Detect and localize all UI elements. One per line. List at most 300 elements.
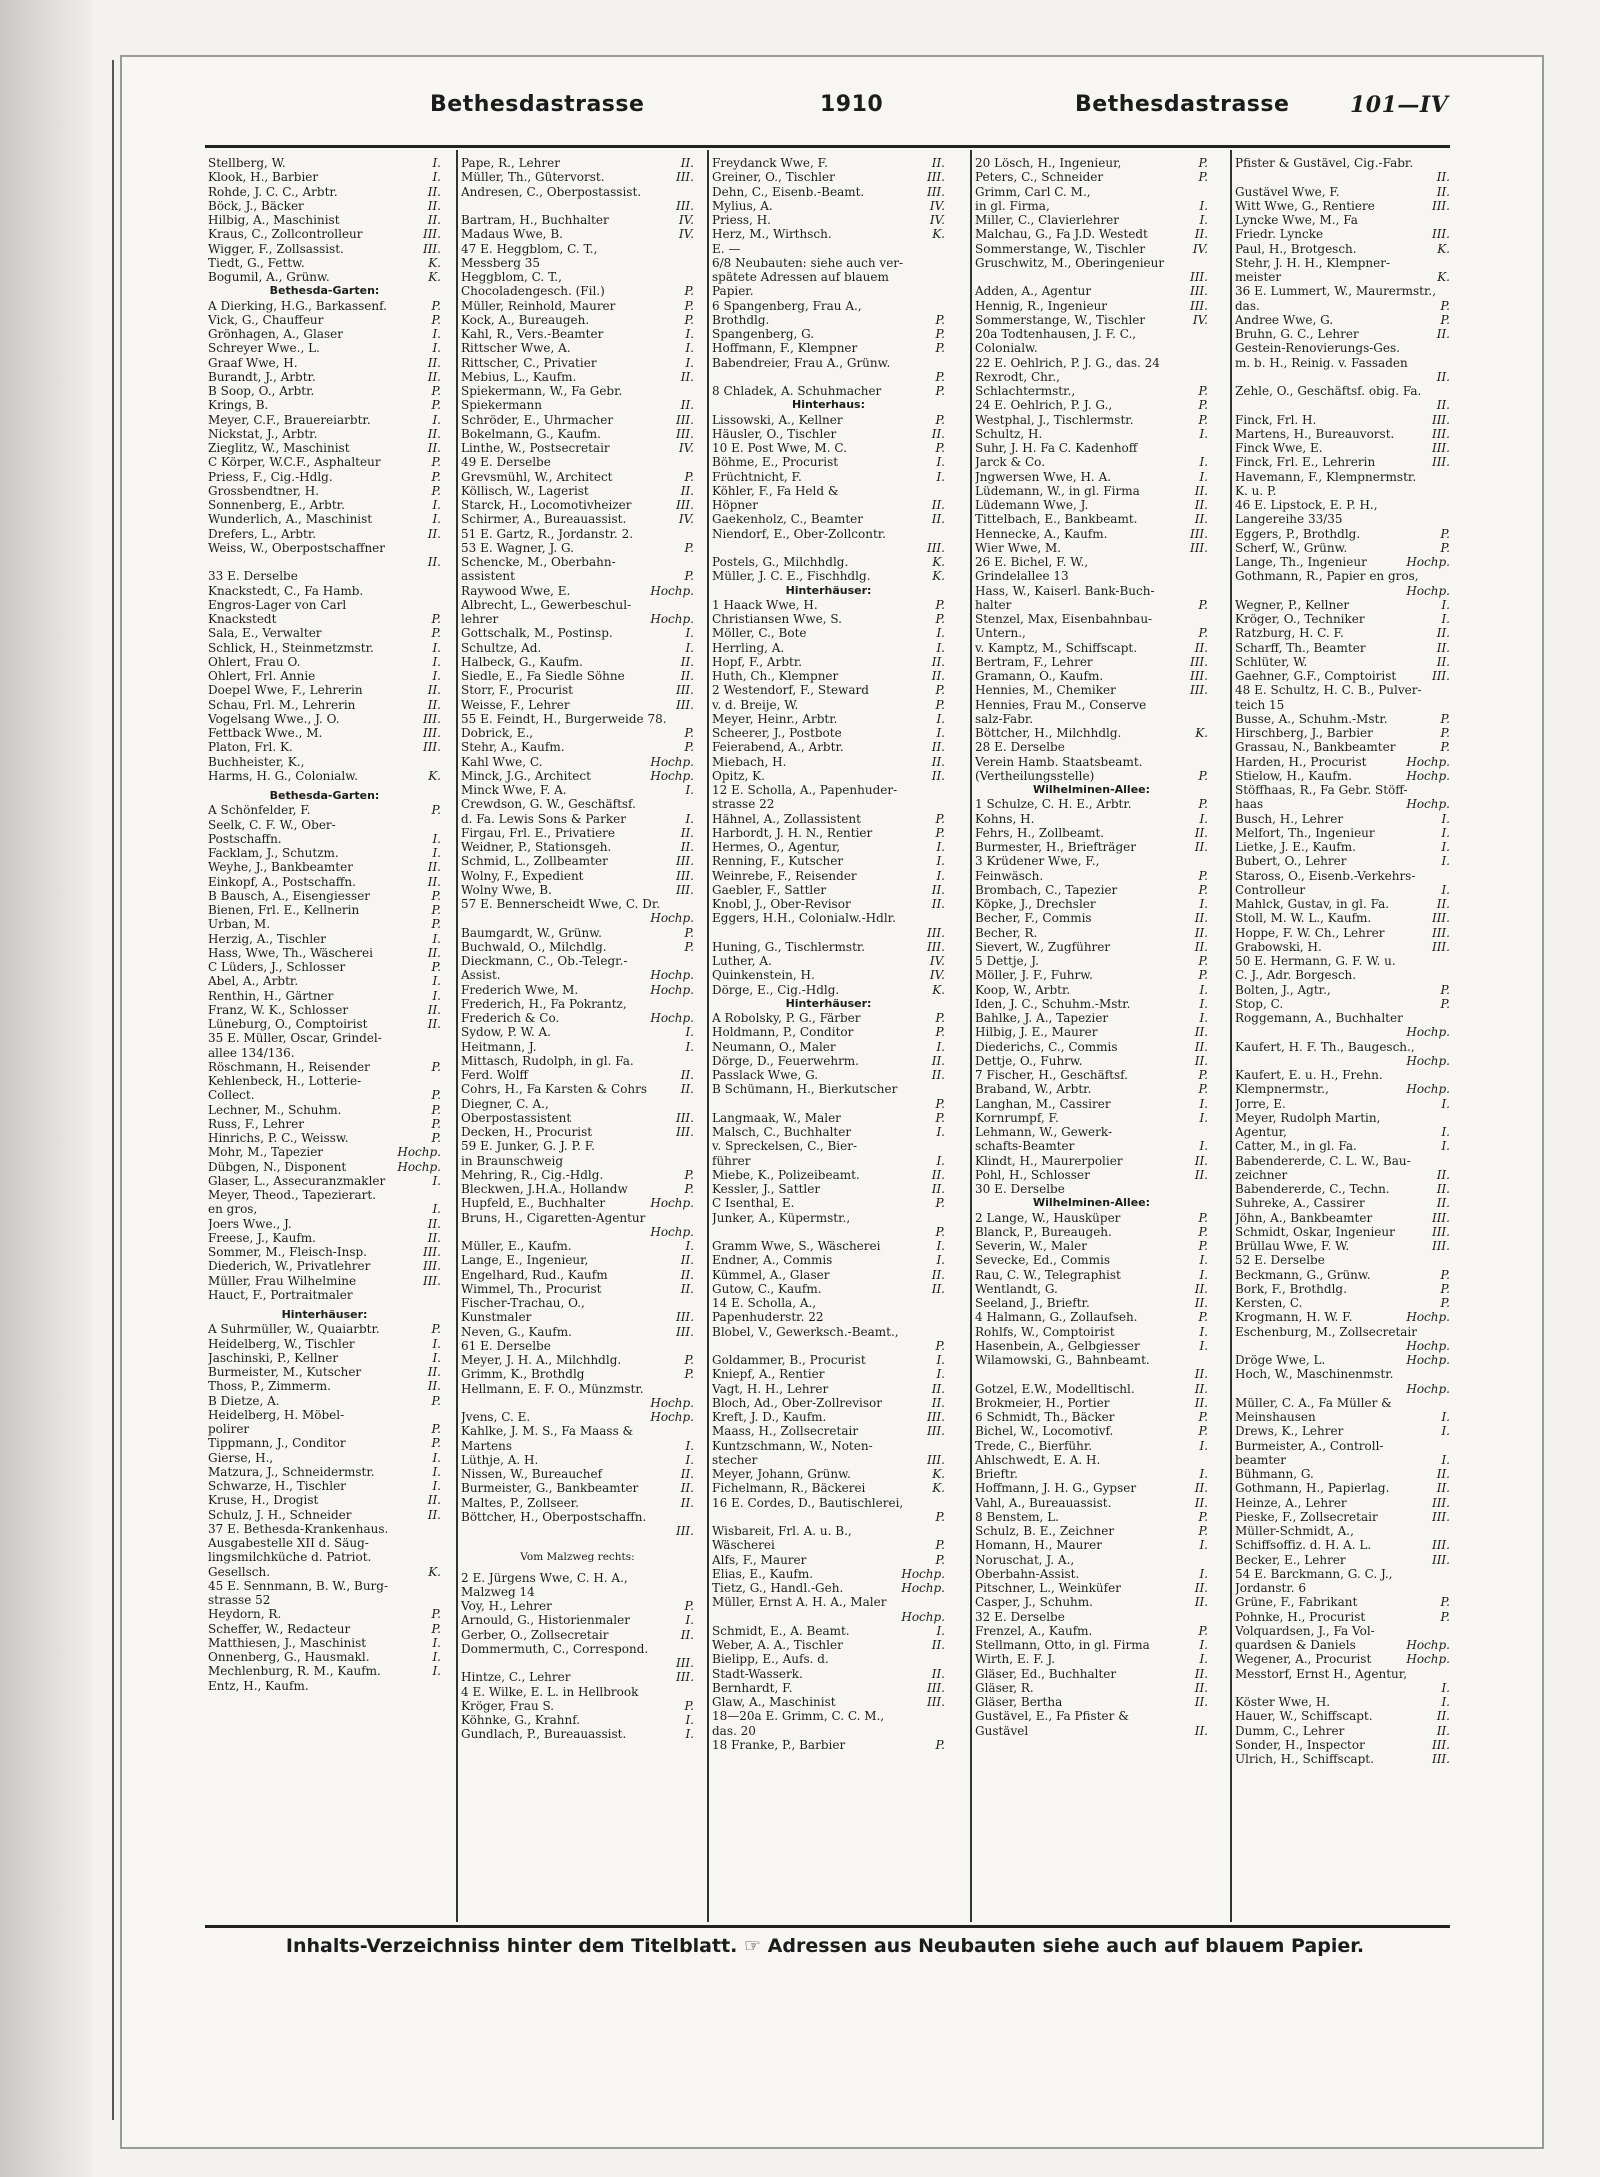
entry-name: Ausgabestelle XII d. Säug- [208, 1536, 369, 1550]
entry-floor [438, 1188, 441, 1202]
directory-entry [208, 1351, 441, 1365]
entry-floor [691, 1296, 694, 1310]
directory-entry [208, 1188, 441, 1202]
section-heading: Bethesda-Garten: [269, 284, 380, 298]
entry-name: 16 E. Cordes, D., Bautischlerei, [712, 1495, 904, 1510]
entry-name: Schwarze, H., Tischler [208, 1479, 346, 1493]
entry-name: Frenzel, A., Kaufm. [975, 1623, 1093, 1638]
entry-floor: P. [431, 298, 441, 313]
entry-floor: II. [931, 654, 945, 669]
directory-entry [1235, 954, 1450, 968]
entry-name: Köhler, F., Fa Held & [712, 483, 839, 498]
entry-floor: I. [936, 626, 945, 641]
entry-name: Eggers, P., Brothdlg. [1235, 526, 1361, 541]
entry-floor: P. [935, 312, 945, 327]
entry-name: Christiansen Wwe, S. [712, 612, 842, 626]
entry-name: Renthin, H., Gärtner [208, 988, 334, 1003]
directory-entry [208, 1650, 441, 1664]
directory-entry [712, 1467, 945, 1481]
entry-floor: I. [936, 840, 945, 854]
entry-name: Knackstedt, C., Fa Hamb. [208, 583, 364, 598]
entry-name: Freese, J., Kaufm. [208, 1230, 316, 1245]
directory-entry [208, 541, 441, 555]
directory-entry [712, 1638, 945, 1652]
entry-floor: III. [1431, 1210, 1450, 1225]
entry-floor: I. [936, 1239, 945, 1253]
entry-floor: I. [432, 1479, 441, 1493]
entry-floor: I. [1199, 1638, 1208, 1652]
entry-name: Bokelmann, G., Kaufm. [461, 426, 601, 441]
entry-floor: I. [1199, 1467, 1208, 1481]
entry-floor: I. [1199, 469, 1208, 484]
entry-name: Oberpostassistent [461, 1110, 572, 1125]
entry-floor: P. [684, 939, 694, 954]
entry-name: Hinrichs, P. C., Weissw. [208, 1131, 349, 1145]
entry-floor: II. [427, 683, 441, 698]
directory-entry [975, 1025, 1208, 1039]
entry-name: Brothdlg. [712, 312, 770, 327]
entry-floor: II. [1194, 1039, 1208, 1054]
directory-entry [712, 270, 945, 284]
entry-floor: II. [1436, 654, 1450, 669]
directory-entry [208, 612, 441, 626]
entry-name: Grassau, N., Bankbeamter [1235, 740, 1396, 755]
entry-name: Kröger, Frau S. [461, 1698, 555, 1713]
entry-name: Pohl, H., Schlosser [975, 1167, 1090, 1182]
entry-floor: II. [1194, 1680, 1208, 1695]
directory-entry [1235, 1638, 1450, 1652]
entry-name: Mebius, L., Kaufm. [461, 369, 577, 384]
entry-floor [1205, 356, 1208, 370]
entry-floor: III. [926, 184, 945, 199]
entry-name: Heinze, A., Lehrer [1235, 1495, 1347, 1510]
directory-entry [461, 584, 694, 598]
entry-floor: II. [1194, 640, 1208, 655]
entry-floor: Hochp. [650, 768, 694, 783]
entry-floor [438, 1593, 441, 1607]
scan-left-margin [0, 0, 92, 2177]
directory-entry [1235, 1567, 1450, 1581]
entry-floor [1447, 284, 1450, 298]
directory-entry [975, 242, 1208, 256]
entry-name: Hasenbein, A., Gelbgiesser [975, 1338, 1140, 1353]
entry-floor [1205, 612, 1208, 626]
directory-entry [712, 1695, 945, 1709]
directory-entry [461, 1125, 694, 1139]
directory-entry [1235, 1382, 1450, 1396]
directory-entry [712, 242, 945, 256]
entry-name: 32 E. Derselbe [975, 1609, 1065, 1624]
entry-name: Havemann, F., Klempnermstr. [1235, 469, 1417, 484]
entry-floor: P. [684, 740, 694, 755]
entry-name: Pieske, F., Zollsecretair [1235, 1509, 1378, 1524]
directory-entry [712, 1082, 945, 1096]
directory-entry [975, 569, 1208, 583]
entry-name: Gläser, Ed., Buchhalter [975, 1666, 1117, 1681]
entry-floor: II. [1194, 1367, 1208, 1382]
directory-entry [712, 156, 945, 170]
directory-entry [208, 1408, 441, 1422]
entry-floor: P. [431, 1621, 441, 1636]
entry-floor [1447, 213, 1450, 227]
entry-name: Bernhardt, F. [712, 1680, 793, 1695]
directory-entry [712, 1396, 945, 1410]
directory-entry [208, 1436, 441, 1450]
directory-entry [1235, 1652, 1450, 1666]
entry-floor: I. [685, 626, 694, 641]
entry-name: Linthe, W., Postsecretair [461, 441, 610, 455]
entry-floor [438, 1408, 441, 1422]
entry-name: 57 E. Bennerscheidt Wwe, C. Dr. [461, 897, 661, 911]
directory-entry [975, 1724, 1208, 1738]
entry-name: in Braunschweig [461, 1153, 564, 1168]
entry-name: v. Kamptz, M., Schiffscapt. [975, 640, 1138, 655]
entry-name: 4 E. Wilke, E. L. in Hellbrook [461, 1684, 639, 1699]
directory-entry [1235, 1439, 1450, 1453]
entry-name: Dommermuth, C., Correspond. [461, 1641, 649, 1656]
entry-name: Gläser, R. [975, 1680, 1034, 1695]
entry-name: Controlleur [1235, 882, 1306, 897]
directory-entry [975, 940, 1208, 954]
entry-name: beamter [1235, 1452, 1286, 1467]
entry-name: Eggers, H.H., Colonialw.-Hdlr. [712, 911, 896, 926]
directory-entry [1235, 1168, 1450, 1182]
entry-floor: III. [675, 412, 694, 427]
directory-entry [975, 712, 1208, 726]
entry-name: Möller, C., Bote [712, 626, 807, 641]
entry-name: 51 E. Gartz, R., Jordanstr. 2. [461, 526, 634, 541]
entry-name: Knobl, J., Ober-Revisor [712, 897, 851, 911]
entry-floor: I. [685, 1239, 694, 1253]
entry-name: Sonnenberg, E., Arbtr. [208, 498, 345, 512]
directory-entry [208, 932, 441, 946]
directory-entry [208, 584, 441, 598]
entry-floor: I. [1441, 825, 1450, 840]
directory-entry [712, 455, 945, 469]
directory-entry [712, 797, 945, 811]
directory-entry [712, 1709, 945, 1723]
entry-name: Weber, A. A., Tischler [712, 1638, 843, 1652]
entry-floor: II. [680, 483, 694, 498]
entry-name: Hupfeld, E., Buchhalter [461, 1196, 606, 1211]
entry-floor: II. [931, 1395, 945, 1410]
directory-entry [461, 313, 694, 327]
entry-floor: P. [935, 811, 945, 826]
entry-name: Dettje, O., Fuhrw. [975, 1053, 1083, 1068]
entry-name: Wigger, F., Zollsassist. [208, 241, 344, 256]
entry-floor: II. [1436, 1481, 1450, 1496]
entry-name: 37 E. Bethesda-Krankenhaus. [208, 1521, 389, 1536]
entry-floor: I. [1441, 1680, 1450, 1695]
entry-floor [1447, 1581, 1450, 1595]
entry-name: Meyer, C.F., Brauereiarbtr. [208, 412, 371, 427]
directory-entry [1235, 1396, 1450, 1410]
entry-floor: I. [936, 1125, 945, 1139]
entry-floor [942, 242, 945, 256]
entry-name [1235, 1339, 1403, 1353]
entry-name: Gerber, O., Zollsecretair [461, 1627, 609, 1642]
entry-floor: P. [935, 1110, 945, 1125]
entry-floor: I. [432, 640, 441, 655]
directory-entry [1235, 1367, 1450, 1381]
entry-name: Röschmann, H., Reisender [208, 1059, 370, 1074]
entry-floor: IV. [1192, 241, 1208, 256]
entry-floor: III. [422, 241, 441, 256]
entry-name: Raywood Wwe, E. [461, 583, 571, 598]
entry-floor: II. [427, 355, 441, 370]
entry-name: das. 20 [712, 1723, 756, 1738]
entry-name: Gundlach, P., Bureauassist. [461, 1727, 627, 1742]
entry-name: Stoll, M. W. L., Kaufm. [1235, 911, 1372, 926]
entry-floor [1447, 783, 1450, 797]
entry-floor [942, 1439, 945, 1453]
entry-floor [691, 1571, 694, 1585]
entry-name: Halbeck, G., Kaufm. [461, 654, 583, 669]
entry-floor: III. [1431, 227, 1450, 242]
entry-name: 45 E. Sennmann, B. W., Burg- [208, 1578, 389, 1593]
directory-entry [1235, 470, 1450, 484]
entry-floor [1205, 441, 1208, 455]
entry-name: Neven, G., Kaufm. [461, 1324, 572, 1339]
entry-floor: I. [685, 783, 694, 797]
footer-rule [205, 1925, 1450, 1928]
entry-name: Hirschberg, J., Barbier [1235, 726, 1373, 740]
directory-entry [712, 356, 945, 370]
directory-entry [975, 185, 1208, 199]
directory-entry [461, 641, 694, 655]
directory-entry [712, 370, 945, 384]
entry-name: Burmeister, G., Bankbeamter [461, 1481, 639, 1496]
entry-floor: III. [675, 170, 694, 185]
entry-floor: I. [432, 156, 441, 170]
entry-name: Bichel, W., Locomotivf. [975, 1424, 1114, 1439]
entry-name: E. — [712, 241, 741, 256]
header-right-title: Bethesdastrasse [1075, 92, 1290, 117]
entry-name: Melfort, Th., Ingenieur [1235, 825, 1375, 840]
entry-floor [691, 384, 694, 398]
directory-entry [975, 1496, 1208, 1510]
entry-name: Gramann, O., Kaufm. [975, 669, 1104, 683]
entry-floor [1205, 1125, 1208, 1139]
entry-name [712, 1510, 933, 1524]
directory-entry [208, 1103, 441, 1117]
entry-floor [691, 1339, 694, 1353]
entry-floor: II. [1194, 1723, 1208, 1738]
entry-floor [1205, 1453, 1208, 1467]
directory-entry [1235, 669, 1450, 683]
entry-name: Matthiesen, J., Maschinist [208, 1635, 367, 1650]
entry-floor: Hochp. [650, 1224, 694, 1239]
entry-name: Kreft, J. D., Kaufm. [712, 1410, 827, 1424]
entry-floor: II. [931, 1167, 945, 1182]
entry-floor: K. [428, 1564, 441, 1579]
directory-entry [208, 769, 441, 783]
directory-entry [712, 1553, 945, 1567]
entry-floor: P. [684, 1599, 694, 1613]
directory-entry [975, 356, 1208, 370]
entry-name: Finck Wwe, E. [1235, 441, 1323, 455]
entry-name: spätete Adressen auf blauem [712, 270, 889, 284]
entry-floor: K. [1437, 241, 1450, 256]
entry-floor [1447, 683, 1450, 697]
entry-floor [942, 797, 945, 811]
entry-name: Dieckmann, C., Ob.-Telegr.- [461, 954, 628, 968]
directory-entry [1235, 1239, 1450, 1253]
entry-floor [942, 256, 945, 270]
entry-floor: P. [684, 1698, 694, 1713]
directory-entry [461, 1097, 694, 1111]
entry-name: Wegner, P., Kellner [1235, 597, 1350, 612]
directory-entry [712, 327, 945, 341]
entry-name [1235, 1025, 1403, 1039]
entry-name: Russ, F., Lehrer [208, 1116, 304, 1131]
directory-entry [975, 1567, 1208, 1581]
entry-floor: P. [431, 1393, 441, 1408]
entry-name: Baumgardt, W., Grünw. [461, 925, 602, 940]
entry-floor: II. [1436, 1709, 1450, 1724]
entry-floor: II. [931, 1267, 945, 1282]
directory-entry [208, 1508, 441, 1522]
entry-floor: P. [1198, 968, 1208, 983]
directory-entry [712, 854, 945, 868]
entry-floor: III. [1189, 526, 1208, 541]
entry-name: Sommer, M., Fleisch-Insp. [208, 1245, 367, 1259]
entry-name: 59 E. Junker, G. J. P. F. [461, 1139, 595, 1154]
entry-name: C. J., Adr. Borgesch. [1235, 968, 1357, 983]
entry-name: Nissen, W., Bureauchef [461, 1467, 603, 1481]
entry-floor: I. [1441, 882, 1450, 897]
entry-name: C Lüders, J., Schlosser [208, 960, 346, 974]
directory-entry [208, 818, 441, 832]
entry-floor: III. [926, 1680, 945, 1695]
entry-name: Minck Wwe, F. A. [461, 783, 567, 797]
entry-name: Ferd. Wolff [461, 1068, 528, 1082]
entry-name: Zehle, O., Geschäftsf. obig. Fa. [1235, 384, 1422, 398]
directory-entry [208, 1288, 441, 1302]
entry-name: Brokmeier, H., Portier [975, 1395, 1110, 1410]
entry-name: Finck, Frl. H. [1235, 412, 1317, 427]
entry-floor: II. [1194, 1666, 1208, 1681]
directory-entry [208, 1422, 441, 1436]
entry-floor [438, 1046, 441, 1060]
entry-floor: III. [1431, 1752, 1450, 1766]
directory-entry [208, 598, 441, 612]
directory-entry [208, 555, 441, 569]
directory-entry [975, 1652, 1208, 1666]
directory-entry [461, 1685, 694, 1699]
entry-name: Stadt-Wasserk. [712, 1666, 803, 1681]
entry-name: Agentur, [1235, 1125, 1287, 1139]
entry-floor [942, 356, 945, 370]
directory-entry [1235, 1054, 1450, 1068]
directory-entry [208, 484, 441, 498]
directory-entry [1235, 498, 1450, 512]
entry-name: Koop, W., Arbtr. [975, 982, 1071, 997]
entry-name: Bienen, Frl. E., Kellnerin [208, 903, 360, 917]
directory-entry [975, 797, 1208, 811]
entry-name: 54 E. Barckmann, G. C. J., [1235, 1566, 1393, 1581]
entry-floor: I. [685, 1039, 694, 1054]
directory-entry [975, 769, 1208, 783]
directory-entry [975, 1610, 1208, 1624]
entry-floor [1447, 512, 1450, 526]
entry-name [975, 1367, 1192, 1381]
entry-floor: Hochp. [1406, 1338, 1450, 1353]
directory-entry [975, 1068, 1208, 1082]
entry-name: Rau, C. W., Telegraphist [975, 1267, 1121, 1282]
entry-name: Mahlck, Gustav, in gl. Fa. [1235, 897, 1390, 911]
entry-name: Untern., [975, 626, 1026, 641]
entry-floor: III. [1431, 455, 1450, 470]
entry-floor: I. [1199, 1438, 1208, 1453]
section-heading: Hinterhäuser: [785, 583, 872, 597]
directory-entry [712, 1225, 945, 1239]
directory-entry [975, 911, 1208, 925]
entry-name: Rohlfs, W., Comptoirist [975, 1324, 1115, 1339]
directory-entry [208, 313, 441, 327]
entry-floor: I. [685, 355, 694, 370]
directory-entry [1235, 1524, 1450, 1538]
entry-name: Müller, Th., Gütervorst. [461, 170, 605, 185]
directory-entry [975, 270, 1208, 284]
entry-floor: I. [936, 1153, 945, 1168]
entry-floor: III. [1431, 426, 1450, 441]
directory-entry [975, 1054, 1208, 1068]
entry-name: Papier. [712, 284, 754, 299]
entry-name: Höpner [712, 498, 758, 512]
entry-floor: P. [431, 903, 441, 917]
directory-entry [712, 940, 945, 954]
entry-name: Scharff, Th., Beamter [1235, 640, 1366, 655]
directory-entry [975, 954, 1208, 968]
entry-name: Spangenberg, G. [712, 327, 815, 341]
entry-floor: II. [1436, 1196, 1450, 1211]
entry-name: Schau, Frl. M., Lehrerin [208, 697, 356, 712]
directory-entry [208, 1117, 441, 1131]
entry-floor: III. [1431, 1538, 1450, 1553]
directory-entry [1235, 1282, 1450, 1296]
directory-column-5 [1235, 156, 1450, 1924]
directory-entry [208, 227, 441, 241]
entry-floor: III. [926, 1695, 945, 1709]
directory-entry [1235, 384, 1450, 398]
entry-name: 20 Lösch, H., Ingenieur, [975, 156, 1122, 170]
entry-floor [942, 1524, 945, 1538]
directory-entry [975, 1453, 1208, 1467]
directory-entry [1235, 712, 1450, 726]
directory-entry [208, 1003, 441, 1017]
entry-name: Witt Wwe, G., Rentiere [1235, 198, 1375, 213]
directory-entry [1235, 156, 1450, 170]
entry-name: Hoffmann, F., Klempner [712, 341, 858, 356]
directory-entry [712, 185, 945, 199]
entry-name: zeichner [1235, 1167, 1288, 1182]
directory-entry [461, 199, 694, 213]
directory-entry [712, 1182, 945, 1196]
entry-floor [438, 1579, 441, 1593]
entry-name: Harbordt, J. H. N., Rentier [712, 825, 873, 840]
entry-name: Feinwäsch. [975, 868, 1044, 883]
directory-entry [461, 541, 694, 555]
entry-name: Fischer-Trachau, O., [461, 1296, 585, 1310]
entry-name: Gustävel Wwe, F. [1235, 184, 1340, 199]
directory-entry [712, 712, 945, 726]
entry-name: Dörge, D., Feuerwehrm. [712, 1053, 859, 1068]
directory-entry [208, 740, 441, 754]
entry-floor: P. [1198, 1623, 1208, 1638]
entry-name: Wirth, E. F. J. [975, 1652, 1056, 1667]
entry-name: in gl. Firma, [975, 198, 1050, 213]
